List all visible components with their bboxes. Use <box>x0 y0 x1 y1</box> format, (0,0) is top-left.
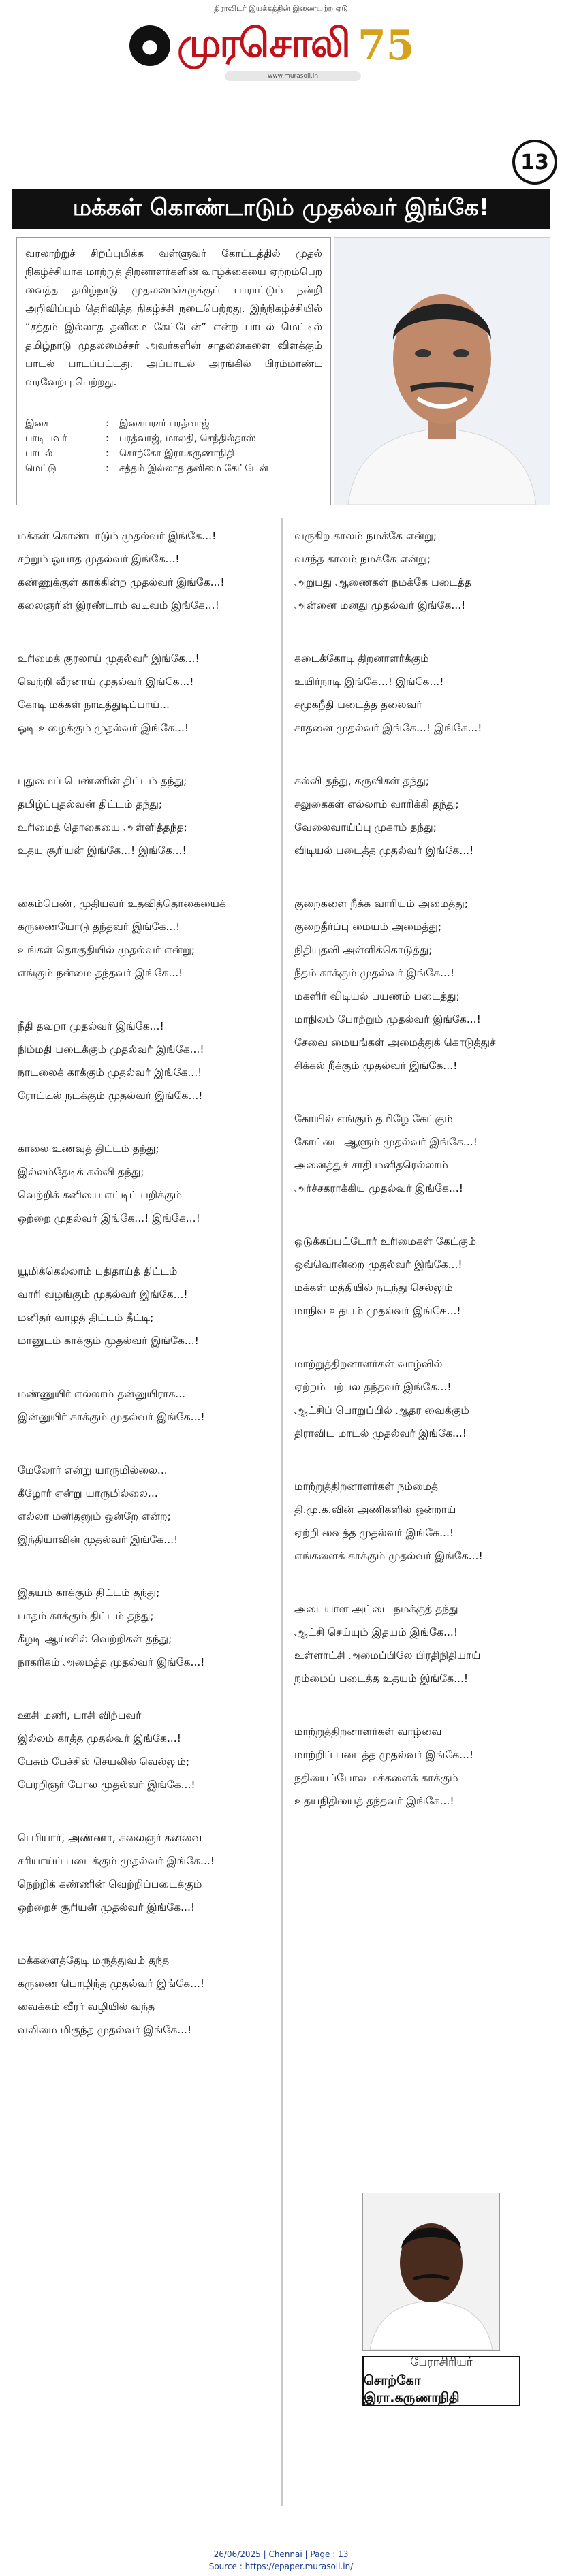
poem-line: மேலோர் என்று யாருமில்லை... <box>18 1464 168 1476</box>
credit-separator: : <box>106 463 109 474</box>
poem-line: சற்றும் ஓயாத முதல்வர் இங்கே...! <box>18 553 180 565</box>
poem-line: மாநில உதயம் முதல்வர் இங்கே...! <box>294 1305 461 1317</box>
poem-line: அனைத்துச் சாதி மனிதரெல்லாம் <box>294 1159 448 1171</box>
poem-stanza <box>18 524 277 617</box>
poem-line: ஒற்றைச் சூரியன் முதல்வர் இங்கே...! <box>18 1901 196 1913</box>
poem-line: கருணை பொழிந்த முதல்வர் இங்கே...! <box>18 1977 205 1990</box>
poem-line: இந்தியாவின் முதல்வர் இங்கே...! <box>18 1533 178 1546</box>
credit-value: சொற்கோ இரா.கருணாநிதி <box>119 448 234 459</box>
poem-line: ஒடுக்கப்பட்டோர் உரிமைகள் கேட்கும் <box>294 1235 477 1247</box>
brand-url: www.murasoli.in <box>225 71 361 81</box>
author-role: பேராசிரியர் <box>410 2355 473 2369</box>
chief-minister-photo <box>334 237 550 505</box>
poem-line: வேலைவாய்ப்பு முகாம் தந்து; <box>294 821 437 833</box>
poem-line: மாற்றுத்திறனாளர்கள் வாழ்வில் <box>294 1358 443 1370</box>
credit-value: சத்தம் இல்லாத தனிமை கேட்டேன் <box>119 463 268 474</box>
poem-stanza <box>18 769 277 862</box>
poem-line: கீழடி ஆய்வில் வெற்றிகள் தந்து; <box>18 1633 172 1645</box>
poem-line: குறைகளை நீக்க வாரியம் அமைத்து; <box>294 897 468 910</box>
headline-banner: மக்கள் கொண்டாடும் முதல்வர் இங்கே! <box>12 189 550 229</box>
poem-stanza <box>294 524 553 617</box>
poem-line: வெற்றி வீரனாய் முதல்வர் இங்கே...! <box>18 675 194 688</box>
poem-stanza <box>18 1826 277 1919</box>
poem-line: தி.மு.க.வின் அணிகளில் ஒன்றாய் <box>294 1504 456 1516</box>
poem-line: நிம்மதி படைக்கும் முதல்வர் இங்கே...! <box>18 1043 204 1055</box>
page-number-badge: 13 <box>512 140 557 185</box>
poem-line: நதியைப்போல மக்களைக் காக்கும் <box>294 1772 458 1784</box>
poem-line: பேசும் பேச்சில் செயலில் வெல்லும்; <box>18 1755 190 1768</box>
poem-stanza <box>18 1581 277 1674</box>
poem-line: கடைக்கோடி திறனாளர்க்கும் <box>294 652 429 665</box>
poem-line: இல்லம்தேடிக் கல்வி தந்து; <box>18 1166 144 1178</box>
poem-stanza <box>294 1230 553 1322</box>
poem-line: சேவை மையங்கள் அமைத்துக் கொடுத்துச் <box>294 1036 496 1049</box>
credit-row <box>25 461 322 476</box>
poem-line: மாநிலம் போற்றும் முதல்வர் இங்கே...! <box>294 1013 481 1025</box>
poem-line: நீதம் காக்கும் முதல்வர் இங்கே...! <box>294 967 455 979</box>
poem-line: அடையாள அட்டை நமக்குத் தந்து <box>294 1603 458 1615</box>
tagline: திராவிடர் இயக்கத்தின் இணையற்ற ஏடு <box>214 4 348 13</box>
poem-line: உள்ளாட்சி அமைப்பிலே பிரதிநிதியாய் <box>294 1649 481 1661</box>
poem-line: மாற்றுத்திறனாளர்கள் நம்மைத் <box>294 1480 439 1493</box>
poem-line: அறுபது ஆணைகள் நமக்கே படைத்த <box>294 576 471 588</box>
poem-line: உதயநிதியைத் தந்தவர் இங்கே...! <box>294 1795 454 1807</box>
poem-line: மக்களைத்தேடி மருத்துவம் தந்த <box>18 1954 170 1967</box>
poem-line: வசந்த காலம் நமக்கே என்று; <box>294 553 431 565</box>
poem-line: நெற்றிக் கண்ணின் வெற்றிப்படைக்கும் <box>18 1878 202 1890</box>
credit-key: பாடியவர் <box>25 433 67 444</box>
poem-line: சரியாய்ப் படைக்கும் முதல்வர் இங்கே...! <box>18 1855 215 1867</box>
masthead-logo <box>129 15 433 76</box>
poem-line: உங்கள் தொகுதியில் முதல்வர் என்று; <box>18 944 196 956</box>
poem-line: ரோட்டில் நடக்கும் முதல்வர் இங்கே...! <box>18 1090 203 1102</box>
poem-line: உதய சூரியன் இங்கே...! இங்கே...! <box>18 844 187 857</box>
elephant-emblem-icon: ● <box>129 25 170 66</box>
credit-key: பாடல் <box>25 448 53 459</box>
poem-stanza <box>18 1949 277 2041</box>
poem-line: எங்களைக் காக்கும் முதல்வர் இங்கே...! <box>294 1550 483 1562</box>
poem-line: சிக்கல் நீக்கும் முதல்வர் இங்கே...! <box>294 1060 458 1072</box>
poem-line: கருணையோடு தந்தவர் இங்கே...! <box>18 921 181 933</box>
credit-row <box>25 416 322 431</box>
poem-line: நீதி தவறா முதல்வர் இங்கே...! <box>18 1020 164 1032</box>
poem-line: சலுகைகள் எல்லாம் வாரிக்கி தந்து; <box>294 798 459 810</box>
poem-line: நாடலைக் காக்கும் முதல்வர் இங்கே...! <box>18 1066 202 1079</box>
poem-line: பாதம் காக்கும் திட்டம் தந்து; <box>18 1610 154 1622</box>
poem-line: கீழோர் என்று யாருமில்லை... <box>18 1487 158 1499</box>
poem-line: நாகரிகம் அமைத்த முதல்வர் இங்கே...! <box>18 1656 205 1668</box>
poem-line: உரிமைக் குரலாய் முதல்வர் இங்கே...! <box>18 652 200 665</box>
poem-line: எல்லா மனிதனும் ஒன்றே என்ற; <box>18 1510 171 1523</box>
poem-line: கலைஞரின் இரண்டாம் வடிவம் இங்கே...! <box>18 599 219 611</box>
poem-stanza <box>294 1352 553 1445</box>
poem-line: ஓடி உழைக்கும் முதல்வர் இங்கே...! <box>18 722 189 734</box>
credit-value: பரத்வாஜ், மாலதி, செந்தில்தாஸ் <box>119 433 256 444</box>
credit-row <box>25 431 322 446</box>
poem-line: எங்கும் நன்மை தந்தவர் இங்கே...! <box>18 967 183 979</box>
credit-key: இசை <box>25 418 49 429</box>
poem-line: வலிமை மிகுந்த முதல்வர் இங்கே...! <box>18 2024 192 2036</box>
poem-line: திராவிட மாடல் முதல்வர் இங்கே...! <box>294 1427 467 1440</box>
masthead-area <box>0 0 562 95</box>
credit-separator: : <box>106 433 109 444</box>
footer-source: Source : https://epaper.murasoli.in/ <box>208 2562 354 2571</box>
poem-line: கண்ணுக்குள் காக்கின்ற முதல்வர் இங்கே...! <box>18 576 225 588</box>
poem-line: இல்லம் காத்த முதல்வர் இங்கே...! <box>18 1732 181 1745</box>
poem-line: வாரி வழங்கும் முதல்வர் இங்கே...! <box>18 1288 188 1301</box>
poem-stanza <box>294 1475 553 1568</box>
poem-line: அன்னை மனது முதல்வர் இங்கே...! <box>294 599 466 611</box>
poem-stanza <box>294 1597 553 1690</box>
poem-line: கைம்பெண், முதியவர் உதவித்தொகையைக் <box>18 897 226 910</box>
poem-stanza <box>294 769 553 862</box>
poem-line: வருகிற காலம் நமக்கே என்று; <box>294 530 437 542</box>
credit-value: இசையரசர் பரத்வாஜ் <box>119 418 210 429</box>
poem-line: கோட்டை ஆளும் முதல்வர் இங்கே...! <box>294 1136 478 1148</box>
poem-line: வைக்கம் வீரர் வழியில் வந்த <box>18 2001 155 2013</box>
poem-line: கோயில் எங்கும் தமிழே கேட்கும் <box>294 1113 453 1125</box>
poem-line: பெரியார், அண்ணா, கலைஞர் கனவை <box>18 1832 202 1844</box>
credit-separator: : <box>106 448 109 459</box>
poem-line: இன்னுயிர் காக்கும் முதல்வர் இங்கே...! <box>18 1411 205 1423</box>
poem-stanza <box>294 892 553 1077</box>
poem-line: மனிதர் வாழத் திட்டம் தீட்டி; <box>18 1311 154 1324</box>
poem-line: ஊசி மணி, பாசி விற்பவர் <box>18 1709 142 1721</box>
poem-stanza <box>18 1260 277 1352</box>
poem-line: காலை உணவுத் திட்டம் தந்து; <box>18 1143 159 1155</box>
poem-stanza <box>294 647 553 740</box>
column-divider <box>281 518 283 2506</box>
anniversary-mark: 75 <box>358 22 415 69</box>
poem-line: மாற்றுத்திறனாளர்கள் வாழ்வை <box>294 1726 442 1738</box>
poem-stanza <box>18 892 277 985</box>
brand-name: முரசொலி <box>177 20 349 66</box>
poem-stanza <box>294 1720 553 1813</box>
poem-line: கோடி மக்கள் நாடித்துடிப்பாய்... <box>18 699 170 711</box>
poem-line: வெற்றிக் கனியை எட்டிப் பறிக்கும் <box>18 1189 183 1201</box>
poem-stanza <box>294 1107 553 1200</box>
poem-stanza <box>18 647 277 740</box>
poem-line: கல்வி தந்து, கருவிகள் தந்து; <box>294 775 430 787</box>
credit-key: மெட்டு <box>25 463 57 474</box>
poem-line: இதயம் காக்கும் திட்டம் தந்து; <box>18 1587 160 1599</box>
poem-line: மானுடம் காக்கும் முதல்வர் இங்கே...! <box>18 1335 199 1347</box>
poem-line: மாற்றிப் படைத்த முதல்வர் இங்கே...! <box>294 1749 474 1761</box>
poem-line: சாதனை முதல்வர் இங்கே...! இங்கே...! <box>294 722 482 734</box>
credit-separator: : <box>106 418 109 429</box>
poem-line: மண்ணுயிர் எல்லாம் தன்னுயிராக... <box>18 1388 186 1400</box>
poem-stanza <box>18 1459 277 1551</box>
poem-line: பேரறிஞர் போல முதல்வர் இங்கே...! <box>18 1779 196 1791</box>
poem-line: உயிர்நாடி இங்கே...! இங்கே...! <box>294 675 444 688</box>
poem-line: ஆட்சிப் பொறுப்பில் ஆதர வைக்கும் <box>294 1404 469 1416</box>
poem-line: மக்கள் கொண்டாடும் முதல்வர் இங்கே...! <box>18 530 217 542</box>
poem-stanza <box>18 1137 277 1230</box>
poem-stanza <box>18 1015 277 1107</box>
poem-line: தமிழ்ப்புதல்வன் திட்டம் தந்து; <box>18 798 163 810</box>
poem-line: ஒற்றை முதல்வர் இங்கே...! இங்கே...! <box>18 1212 200 1224</box>
poem-line: நிதியுதவி அள்ளிக்கொடுத்து; <box>294 944 433 956</box>
intro-box <box>16 237 331 505</box>
poem-line: விடியல் படைத்த முதல்வர் இங்கே...! <box>294 844 474 857</box>
intro-text: வரலாற்றுச் சிறப்புமிக்க வள்ளுவர் கோட்டத்தில் முதல் நிகழ்ச்சியாக மாற்றுத் திறனாளர்களின் வாழ்க்கையை ஏற்றம்பெற வைத்த தமிழ்நாடு முதலமைச்சருக்குப் பாராட்டும் நன்றி அறிவிப்பும் தெரிவித்த நிகழ்ச்சி நடைபெற்றது. இந்நிகழ்ச்சியில் “சத்தம் இல்லாத தனிமை கேட்டேன்” என்ற பாடல் மெட்டில் தமிழ்நாடு முதலமைச்சர் அவர்களின் சாதனைகளை விளக்கும் பாடல் பாடப்பட்டது. அப்பாடல் அரங்கில் பிரம்மாண்ட வரவேற்பு பெற்றது. <box>25 247 322 388</box>
poem-stanza <box>18 1704 277 1796</box>
song-credits <box>25 416 322 476</box>
author-name: சொற்கோ இரா.கருணாநிதி <box>364 2373 460 2405</box>
poem-line: புதுமைப் பெண்ணின் திட்டம் தந்து; <box>18 775 187 787</box>
author-photo <box>362 2193 500 2351</box>
author-byline <box>362 2356 520 2406</box>
poem-line: சமூகநீதி படைத்த தலைவர் <box>294 699 422 711</box>
poem-line: ஏற்றம் பற்பல தந்தவர் இங்கே...! <box>294 1381 452 1393</box>
poem-line: யூமிக்கெல்லாம் புதிதாய்த் திட்டம் <box>18 1265 178 1277</box>
poem-right-column <box>294 524 553 1843</box>
poem-stanza <box>18 1382 277 1429</box>
poem-line: அர்ச்சகராக்கிய முதல்வர் இங்கே...! <box>294 1182 463 1194</box>
poem-line: ஏற்றி வைத்த முதல்வர் இங்கே...! <box>294 1527 454 1539</box>
credit-row <box>25 446 322 461</box>
poem-line: ஆட்சி செய்யும் இதயம் இங்கே...! <box>294 1626 458 1638</box>
poem-left-column <box>18 524 277 2071</box>
footer-info: 26/06/2025 | Chennai | Page : 13 <box>213 2549 349 2559</box>
poem-line: மக்கள் மத்தியில் நடந்து செல்லும் <box>294 1282 453 1294</box>
poem-line: நம்மைப் படைத்த உதயம் இங்கே...! <box>294 1672 469 1685</box>
poem-line: குறைதீர்ப்பு மையம் அமைத்து; <box>294 921 442 933</box>
poem-line: உரிமைத் தொகையை அள்ளித்தந்த; <box>18 821 187 833</box>
poem-line: மகளிர் விடியல் பயணம் படைத்து; <box>294 990 460 1002</box>
poem-line: ஒவ்வொன்றை முதல்வர் இங்கே...! <box>294 1258 463 1271</box>
